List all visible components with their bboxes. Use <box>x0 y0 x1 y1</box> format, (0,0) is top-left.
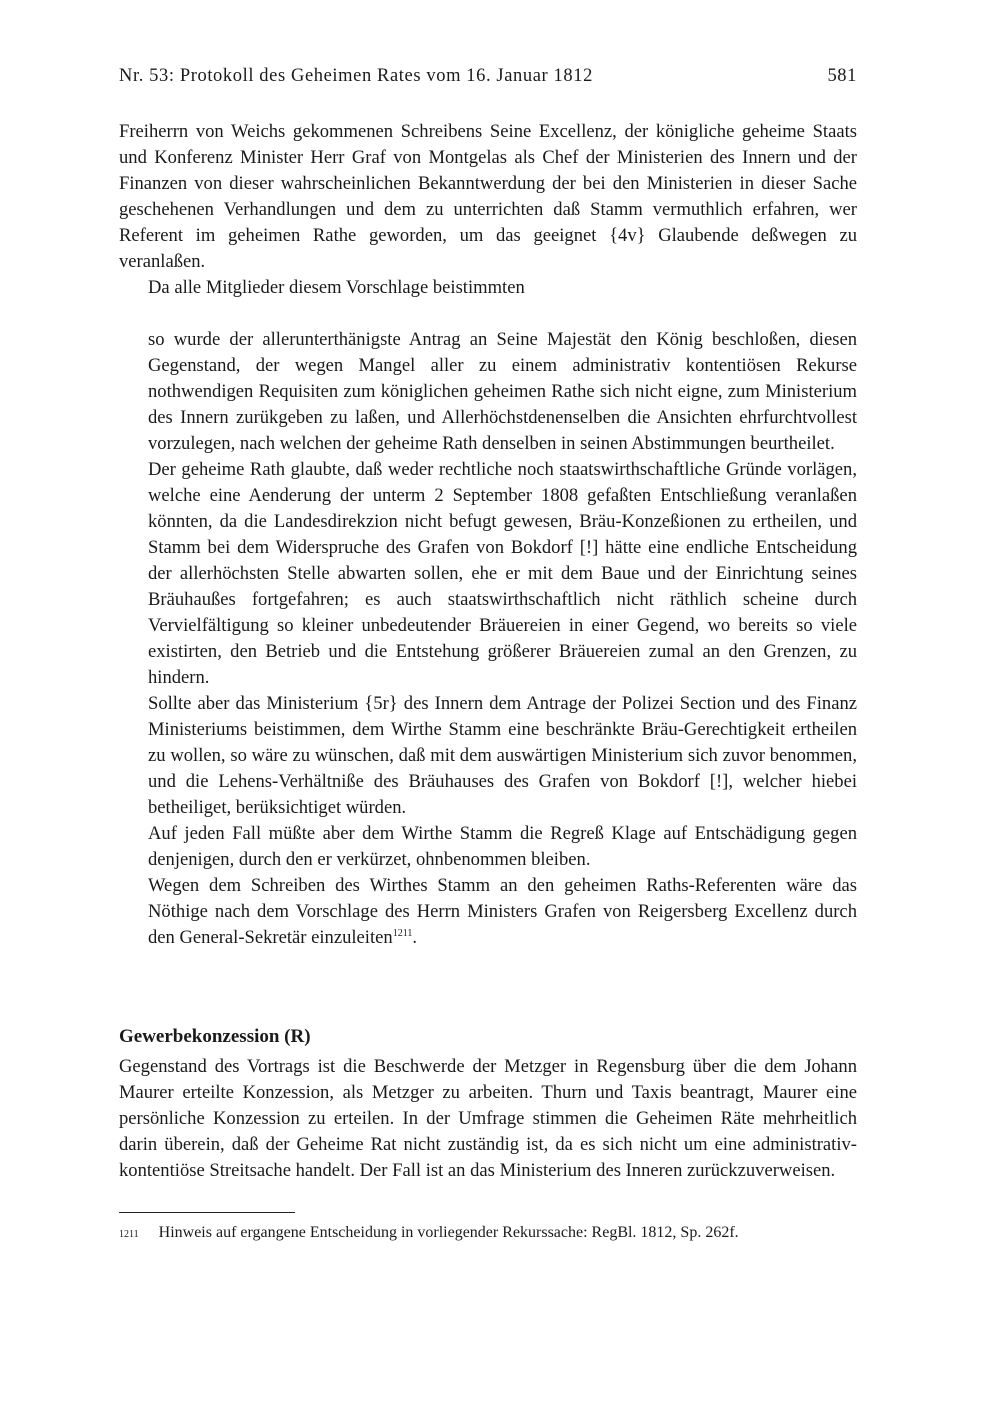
resolution-block <box>119 327 857 951</box>
footnote-reference[interactable]: 1211 <box>392 927 413 939</box>
main-text <box>119 119 857 951</box>
resolution-paragraph-5 <box>148 873 857 951</box>
paragraph-continued: Freiherrn von Weichs gekommenen Schreibens Seine Excellenz, der königliche geheime Staats und Konferenz Minister Herr Graf von Montgelas als Chef der Ministerien des Innern und der Finanzen von dieser wahrscheinlichen Bekanntwerdung der bei den Ministerien in dieser Sache geschehenen Verhandlungen und dem zu unterrichten daß Stamm vermuthlich erfahren, wer Referent im geheimen Rathe geworden, um das geeignet {4v} Glaubende deßwegen zu veranlaßen. <box>119 121 857 272</box>
sentence-end: . <box>412 927 417 948</box>
section-heading: Gewerbekonzession (R) <box>119 1026 311 1047</box>
running-header <box>119 66 857 94</box>
running-title: Nr. 53: Protokoll des Geheimen Rates vom 16. Januar 1812 <box>119 66 593 86</box>
footnote-divider <box>119 1212 295 1213</box>
footnote-text: Hinweis auf ergangene Entscheidung in vorliegender Rekurssache: RegBl. 1812, Sp. 262f. <box>158 1224 739 1241</box>
paragraph-agreement: Da alle Mitglieder diesem Vorschlage beistimmten <box>148 277 525 298</box>
resolution-paragraph-1: so wurde der allerunterthänigste Antrag an Seine Majestät den König beschloßen, diesen Gegenstand, der wegen Mangel aller zu einem administrativ kontentiösen Rekurse nothwendigen Requisiten zum königlichen geheimen Rathe sich nicht eigne, zum Ministerium des Innern zurükgeben zu laßen, und Allerhöchstdenenselben die Ansichten ehrfurchtvollest vorzulegen, nach welchen der geheime Rath denselben in seinen Abstimmungen beurtheilet. <box>148 329 857 454</box>
resolution-paragraph-5-text: Wegen dem Schreiben des Wirthes Stamm an den geheimen Raths-Referenten wäre das Nöthige nach dem Vorschlage des Herrn Ministers Grafen von Reigersberg Excellenz durch den General-Sekretär einzuleiten <box>148 875 857 948</box>
resolution-paragraph-3: Sollte aber das Ministerium {5r} des Innern dem Antrage der Polizei Section und des Finanz Ministeriums beistimmen, dem Wirthe Stamm eine beschränkte Bräu-Gerechtigkeit ertheilen zu wollen, so wäre zu wünschen, daß mit dem auswärtigen Ministerium sich zuvor benommen, und die Lehens-Verhältniße des Bräuhauses des Grafen von Bokdorf [!], welcher hiebei betheiliget, berüksichtiget würden. <box>148 693 857 818</box>
page-number: 581 <box>827 66 857 86</box>
resolution-paragraph-4: Auf jeden Fall müßte aber dem Wirthe Stamm die Regreß Klage auf Entschädigung gegen denjenigen, durch den er verkürzet, ohnbenommen bleiben. <box>148 823 857 870</box>
resolution-paragraph-2: Der geheime Rath glaubte, daß weder rechtliche noch staatswirthschaftliche Gründe vorlägen, welche eine Aenderung der unterm 2 September 1808 gefaßten Entschließung veranlaßen könnten, da die Landesdirekzion nicht befugt gewesen, Bräu-Konzeßionen zu ertheilen, und Stamm bei dem Widerspruche des Grafen von Bokdorf [!] hätte eine endliche Entscheidung der allerhöchsten Stelle abwarten sollen, ehe er mit dem Baue und der Einrichtung seines Bräuhaußes fortgefahren; es auch staatswirthschaftlich nicht räthlich scheine durch Vervielfältigung so kleiner unbedeutender Bräuereien in einer Gegend, wo bereits so viele existirten, den Betrieb und die Entstehung größerer Bräuereien zumal an den Grenzen, zu hindern. <box>148 459 857 688</box>
footnote-number: 1211 <box>119 1229 139 1240</box>
spacer <box>119 301 857 327</box>
section-summary: Gegenstand des Vortrags ist die Beschwerde der Metzger in Regensburg über die dem Johann Maurer erteilte Konzession, als Metzger zu arbeiten. Thurn und Taxis beantragt, Maurer eine persönliche Konzession zu erteilen. In der Umfrage stimmen die Geheimen Räte mehrheitlich darin überein, daß der Geheime Rat nicht zuständig ist, da es sich nicht um eine administrativ-kontentiöse Streitsache handelt. Der Fall ist an das Ministerium des Inneren zurückzuverweisen. <box>119 1056 857 1181</box>
footnote <box>119 1222 857 1244</box>
